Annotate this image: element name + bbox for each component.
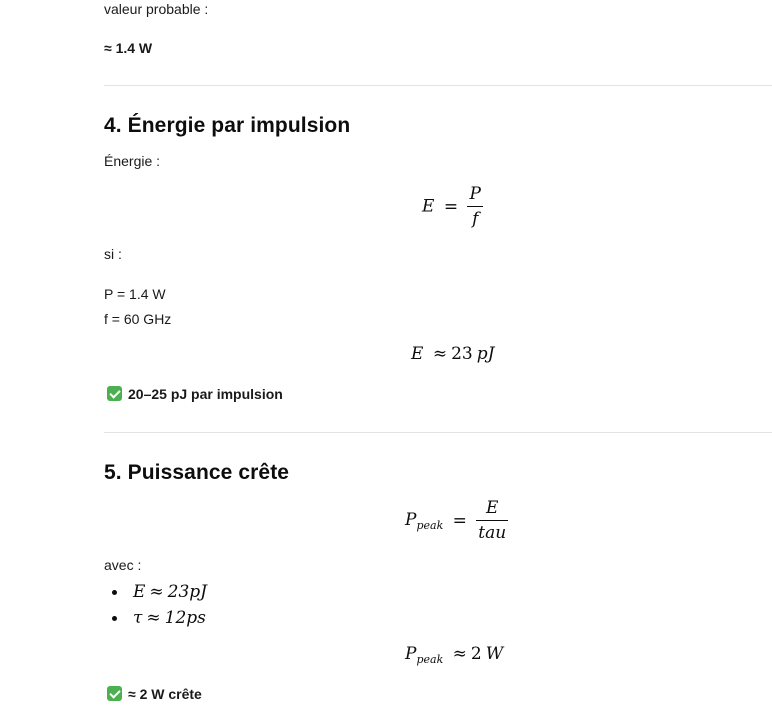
bullet-icon — [112, 616, 117, 621]
divider — [104, 85, 772, 86]
energy-result-formula: E ≈ 23 pJ — [411, 344, 495, 364]
peak-power-fraction: $\frac{E}{\text{tau}}$ — [478, 498, 507, 543]
peak-power-formula: $P_{peak}$ = $\frac{E}{\text{tau}}$ — [405, 498, 507, 543]
bullet-icon — [112, 590, 117, 595]
check-mark-icon — [107, 386, 122, 401]
probable-value-result: ≈ 1.4 W — [104, 40, 153, 56]
check-mark-icon — [107, 686, 122, 701]
divider — [104, 432, 772, 433]
section-4-heading: 4. Énergie par impulsion — [104, 114, 351, 137]
list-item: E ≈ 23pJ — [133, 582, 208, 602]
energy-check: 20–25 pJ par impulsion — [107, 386, 283, 402]
list-item: τ ≈ 12ps — [133, 608, 206, 628]
given-power: P = 1.4 W — [104, 286, 166, 302]
energy-fraction: $\frac{P}{f}$ — [469, 184, 481, 229]
section-5-heading: 5. Puissance crête — [104, 461, 290, 484]
si-label: si : — [104, 246, 122, 262]
energy-formula: E = $\frac{P}{f}$ — [422, 184, 481, 229]
given-frequency: f = 60 GHz — [104, 311, 172, 327]
energy-label: Énergie : — [104, 153, 161, 169]
peak-power-check: ≈ 2 W crête — [107, 686, 202, 702]
probable-value-label: valeur probable : — [104, 1, 209, 17]
avec-label: avec : — [104, 557, 142, 573]
peak-power-result-formula: $P_{peak} \approx 2$ W — [405, 644, 504, 666]
